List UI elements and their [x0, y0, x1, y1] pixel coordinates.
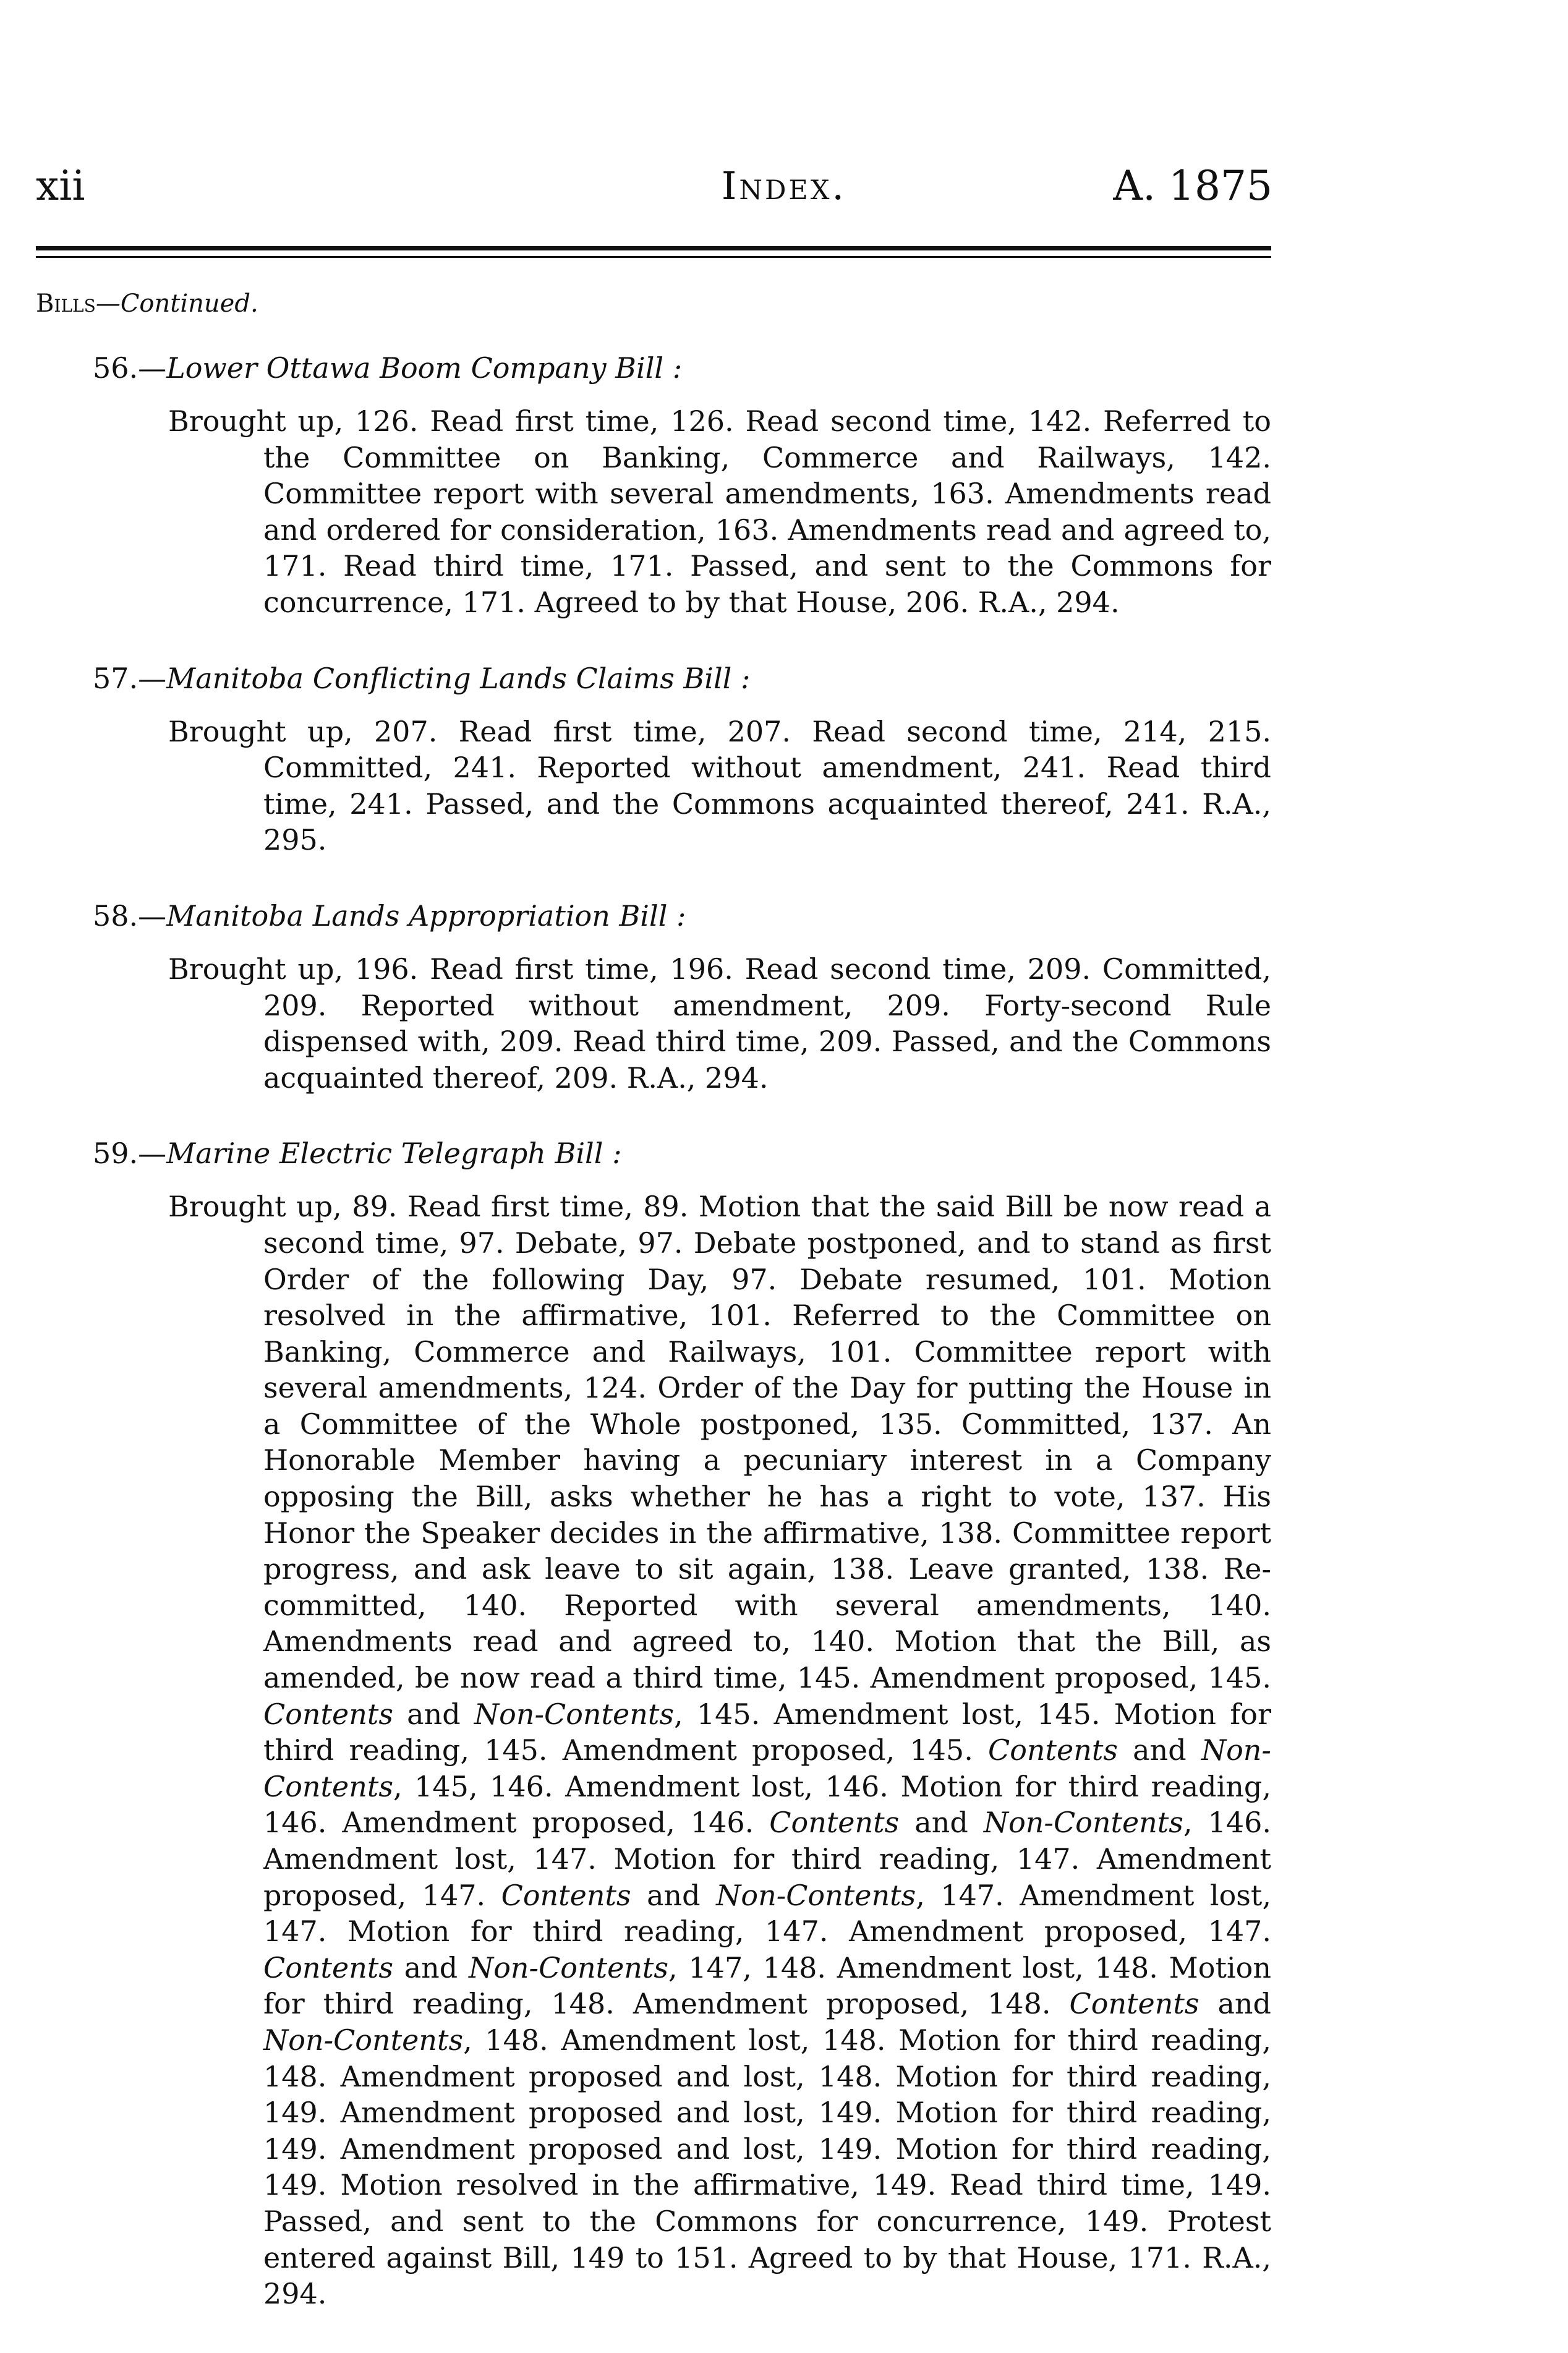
bill-entry-57 [93, 662, 1271, 858]
italic-term: Contents [263, 1697, 393, 1731]
bill-title [93, 1137, 1271, 1170]
italic-term: Non-Contents [474, 1697, 674, 1731]
proceedings-text: and [1117, 1733, 1201, 1767]
italic-term: Non-Contents [263, 2023, 464, 2057]
page-header [0, 162, 1568, 230]
bill-number: 57.— [93, 661, 167, 695]
italic-term: Non-Contents [716, 1878, 916, 1912]
bill-entry-56 [93, 351, 1271, 621]
bill-entries [93, 351, 1271, 2353]
header-rule-thick [36, 246, 1271, 250]
proceedings-text: , 148. Amendment lost, 148. Motion for third reading, 148. Amendment proposed and lost, 148. Motion for third reading, 149. Amendment proposed and lost, 149. Motion for third reading, 149. Amendment proposed and lost, 149. Motion for third reading, 149. Motion resolved in the affirmative, 149. Read third time, 149. Passed, and sent to the Commons for concurrence, 149. Protest entered against Bill, 149 to 151. Agreed to by that House, 171. R.A., 294. [263, 2023, 1271, 2311]
proceedings-text: and [393, 1697, 474, 1731]
page-title: Index. [721, 163, 847, 208]
italic-term: Contents [263, 1950, 393, 1984]
bill-proceedings: Brought up, 207. Read first time, 207. Read second time, 214, 215. Committed, 241. Reported without amendment, 241. Read third time, 241. Passed, and the Commons acquainted thereof, 241. R.A., 295. [168, 714, 1271, 857]
bill-name: Lower Ottawa Boom Company Bill : [166, 351, 683, 385]
bill-number: 59.— [93, 1137, 167, 1171]
proceedings-text: , 147. Amendment lost, 147. Motion for third reading, 147. Amendment proposed, 147. [263, 1878, 1271, 1949]
section-continued: —Continued. [95, 289, 258, 318]
header-rule-thin [36, 256, 1271, 258]
proceedings-text: , 145, 146. Amendment lost, 146. Motion for third reading, 146. Amendment proposed, 146. [263, 1769, 1271, 1840]
italic-term: Contents [501, 1878, 631, 1912]
proceedings-text: and [393, 1950, 469, 1984]
proceedings-text: Brought up, 89. Read first time, 89. Motion that the said Bill be now read a second time, 97. Debate, 97. Debate postponed, and to stand as first Order of the following Day, 97. Debate resumed, 101. Motion resolved in the affirmative, 101. Referred to the Committee on Banking, Commerce and Railways, 101. Committee report with several amendments, 124. Order of the Day for putting the House in a Committee of the Whole postponed, 135. Committed, 137. An Honorable Member having a pecuniary interest in a Company opposing the Bill, asks whether he has a right to vote, 137. His Honor the Speaker decides in the affirmative, 138. Committee report progress, and ask leave to sit again, 138. Leave granted, 138. Re-committed, 140. Reported with several amendments, 140. Amendments read and agreed to, 140. Motion that the Bill, as amended, be now read a third time, 145. Amendment proposed, 145. [168, 1190, 1271, 1695]
proceedings-text: and [631, 1878, 717, 1912]
section-heading [36, 289, 258, 318]
bill-number: 56.— [93, 351, 167, 385]
italic-term: Non-Contents [983, 1806, 1183, 1840]
bill-proceedings: Brought up, 126. Read first time, 126. Read second time, 142. Referred to the Committee on Banking, Commerce and Railways, 142. Committee report with several amendments, 163. Amendments read and ordered for consideration, 163. Amendments read and agreed to, 171. Read third time, 171. Passed, and sent to the Commons for concurrence, 171. Agreed to by that House, 206. R.A., 294. [168, 404, 1271, 619]
section-title: Bills [36, 289, 96, 318]
italic-term: Contents [1069, 1987, 1199, 2021]
italic-term: Contents [988, 1733, 1118, 1767]
bill-name: Manitoba Conflicting Lands Claims Bill : [166, 661, 751, 695]
bill-title [93, 351, 1271, 385]
page-year: A. 1875 [1113, 162, 1272, 210]
italic-term: Contents [769, 1806, 900, 1840]
bill-number: 58.— [93, 899, 167, 933]
italic-term: Non-Contents [263, 1733, 1271, 1803]
bill-title [93, 899, 1271, 933]
bill-entry-58 [93, 899, 1271, 1096]
proceedings-text: and [1199, 1987, 1271, 2021]
bill-title [93, 662, 1271, 695]
italic-term: Non-Contents [468, 1950, 669, 1984]
proceedings-text: , 146. Amendment lost, 147. Motion for third reading, 147. Amendment proposed, 147. [263, 1806, 1271, 1912]
bill-entry-59 [93, 1137, 1271, 2312]
bill-proceedings: Brought up, 196. Read first time, 196. Read second time, 209. Committed, 209. Reported without amendment, 209. Forty-second Rule dispensed with, 209. Read third time, 209. Passed, and the Commons acquainted thereof, 209. R.A., 294. [168, 952, 1271, 1095]
proceedings-text: and [899, 1806, 984, 1840]
proceedings-text: , 145. Amendment lost, 145. Motion for third reading, 145. Amendment proposed, 145. [263, 1697, 1271, 1767]
bill-name: Marine Electric Telegraph Bill : [166, 1137, 622, 1171]
bill-name: Manitoba Lands Appropriation Bill : [166, 899, 686, 933]
bill-proceedings [168, 1189, 1271, 2312]
proceedings-text: , 147, 148. Amendment lost, 148. Motion for third reading, 148. Amendment proposed, 148. [263, 1950, 1271, 2021]
page-number: xii [36, 162, 85, 210]
